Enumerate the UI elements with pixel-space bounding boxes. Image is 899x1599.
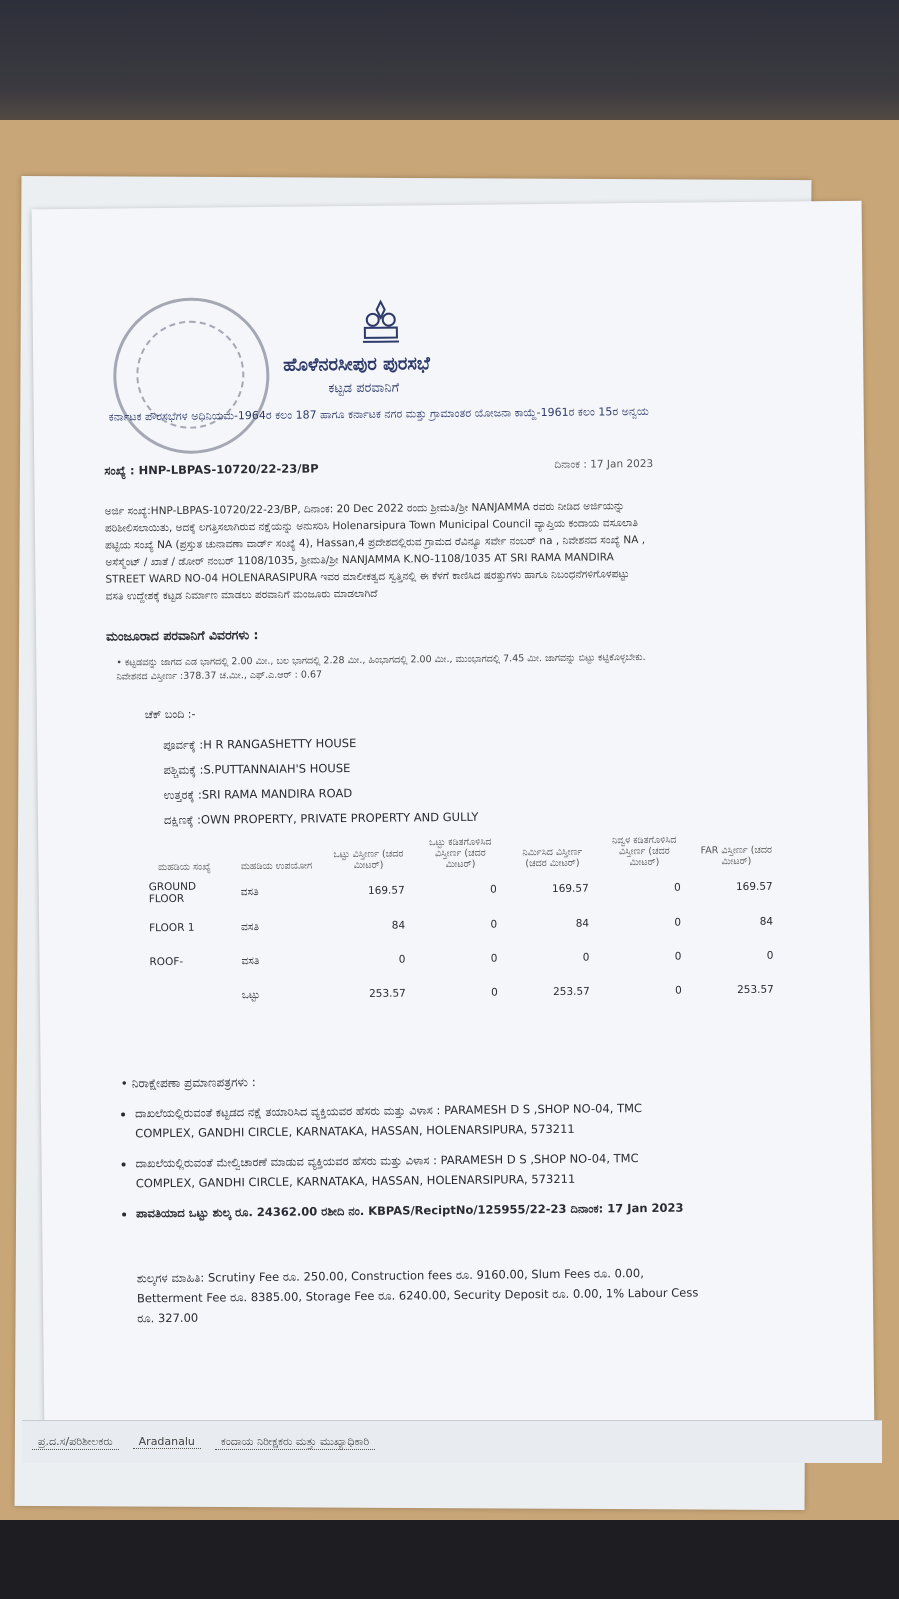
boundaries-list: [163, 730, 478, 833]
header-floor-use: ಮಹಡಿಯ ಉಪಯೋಗ: [240, 860, 313, 873]
header-floor-number: ಮಹಡಿಯ ಸಂಖ್ಯೆ: [158, 861, 211, 874]
header-total-deduction: ಒಟ್ಟು ಕಡಿತಗೊಳಿಸಿದ ವಿಸ್ತೀರ್ಣ (ಚದರ ಮೀಟರ್): [428, 836, 492, 871]
signature-field-1: ಪ್ರ.ದ.ಸ/ಪರಿಶೀಲಕರು: [32, 1435, 119, 1450]
header-built-area: ನಿರ್ಮಿಸಿದ ವಿಸ್ತೀರ್ಣ (ಚದರ ಮೀಟರ್): [522, 846, 583, 870]
certificates-heading-text: ನಿರಾಕ್ಷೇಪಣಾ ಪ್ರಮಾಣಪತ್ರಗಳು :: [131, 1075, 256, 1091]
value-cell: 0: [398, 953, 406, 966]
use-cell: ವಸತಿ: [241, 954, 260, 967]
signature-field-2: Aradanalu: [133, 1435, 201, 1449]
value-cell: 84: [759, 915, 774, 928]
value-cell: 0: [674, 950, 682, 963]
use-cell: ವಸತಿ: [240, 885, 259, 898]
floor-cell: FLOOR 1: [149, 921, 195, 935]
value-cell: 0: [490, 952, 498, 965]
total-cell: 0: [491, 986, 498, 999]
setback-text: ಕಟ್ಟಡವನ್ನು ಜಾಗದ ಎಡ ಭಾಗದಲ್ಲಿ 2.00 ಮೀ., ಬಲ ಭಾಗದಲ್ಲಿ 2.28 ಮೀ., ಹಿಂಭಾಗದಲ್ಲಿ 2.00 ಮೀ., ಮುಂಭಾಗದಲ್ಲಿ 7.45 ಮೀ. ಜಾಗವನ್ನು ಬಿಟ್ಟು ಕಟ್ಟಿಕೊಳ್ಳಬೇಕು.: [124, 651, 646, 669]
value-cell: 0: [489, 883, 497, 896]
municipal-seal-stamp: [113, 297, 271, 455]
act-reference: ಕರ್ನಾಟಕ ಪೌರಸಭೆಗಳ ಅಧಿನಿಯಮ-1964ರ ಕಲಂ 187 ಹಾಗೂ ಕರ್ನಾಟಕ ನಗರ ಮತ್ತು ಗ್ರಾಮಾಂತರ ಯೋಜನಾ ಕಾಯ್ದೆ-1961ರ ಕಲಂ 15ರ ಅನ್ವಯ: [108, 404, 649, 424]
issue-date: ದಿನಾಂಕ : 17 Jan 2023: [554, 457, 654, 471]
signature-field-3: ಕಂದಾಯ ನಿರೀಕ್ಷಕರು ಮತ್ತು ಮುಖ್ಯಾಧಿಕಾರಿ: [215, 1435, 375, 1450]
floor-cell: ROOF-: [149, 955, 184, 969]
floor-cell: GROUND FLOOR: [148, 880, 197, 906]
reference-number: ಸಂಖ್ಯೆ : HNP-LBPAS-10720/22-23/BP: [104, 461, 319, 478]
east-boundary: ಪೂರ್ವಕ್ಕೆ :H R RANGASHETTY HOUSE: [163, 736, 357, 753]
permit-document: [32, 201, 875, 1440]
header-total-area: ಒಟ್ಟು ವಿಸ್ತೀರ್ಣ (ಚದರ ಮೀಟರ್): [333, 848, 404, 872]
payment-bullet: • ಪಾವತಿಯಾದ ಒಟ್ಟು ಶುಲ್ಕ ರೂ. 24362.00 ರಶೀದಿ ನಂ. KBPAS/ReciptNo/125955/22-23 ದಿನಾಂಕ: 17 Jan 2023: [136, 1197, 701, 1223]
site-area-text: ನಿವೇಶನದ ವಿಸ್ತೀರ್ಣ :378.37 ಚ.ಮೀ., ಎಫ್.ಎ.ಆರ್ : 0.67: [116, 669, 323, 683]
certificates-heading: • ನಿರಾಕ್ಷೇಪಣಾ ಪ್ರಮಾಣಪತ್ರಗಳು :: [120, 1075, 256, 1091]
use-cell: ವಸತಿ: [241, 920, 260, 933]
setback-details: • ಕಟ್ಟಡವನ್ನು ಜಾಗದ ಎಡ ಭಾಗದಲ್ಲಿ 2.00 ಮೀ., ಬಲ ಭಾಗದಲ್ಲಿ 2.28 ಮೀ., ಹಿಂಭಾಗದಲ್ಲಿ 2.00 ಮೀ., ಮುಂಭಾಗದಲ್ಲಿ 7.45 ಮೀ. ಜಾಗವನ್ನು ಬಿಟ್ಟು ಕಟ್ಟಿಕೊಳ್ಳಬೇಕು. ನಿವೇಶನದ ವಿಸ್ತೀರ್ಣ :378.37 ಚ.ಮೀ., ಎಫ್.ಎ.ಆರ್ : 0.67: [116, 651, 646, 683]
permit-subtitle: ಕಟ್ಟಡ ಪರವಾನಿಗೆ: [328, 380, 400, 397]
header-net-deduction: ನಿವ್ವಳ ಕಡಿತಗೊಳಿಸಿದ ವಿಸ್ತೀರ್ಣ (ಚದರ ಮೀಟರ್): [611, 834, 677, 869]
total-cell: 253.57: [736, 983, 774, 997]
fee-details: ಶುಲ್ಕಗಳ ಮಾಹಿತಿ: Scrutiny Fee ರೂ. 250.00, Construction fees ರೂ. 9160.00, Slum Fees ರೂ. 0.00, Betterment Fee ರೂ. 8385.00, Storage Fee ರೂ. 6240.00, Security Deposit ರೂ. 0.00, 1% Labour Cess ರೂ. 327.00: [136, 1266, 699, 1326]
value-cell: 0: [766, 949, 774, 962]
value-cell: 0: [582, 951, 590, 964]
floor-area-table: [138, 832, 784, 1014]
value-cell: 169.57: [735, 880, 773, 894]
value-cell: 0: [674, 916, 682, 929]
value-cell: 169.57: [551, 882, 589, 895]
signature-strip: [22, 1420, 882, 1463]
application-paragraph: ಅರ್ಜಿ ಸಂಖ್ಯೆ:HNP-LBPAS-10720/22-23/BP, ದಿನಾಂಕ: 20 Dec 2022 ರಂದು ಶ್ರೀಮತಿ/ಶ್ರೀ NANJAMMA ರವರು ನೀಡಿದ ಅರ್ಜಿಯನ್ನು ಪರಿಶೀಲಿಸಲಾಯಿತು, ಅದಕ್ಕೆ ಲಗತ್ತಿಸಲಾಗಿರುವ ನಕ್ಷೆಯನ್ನು ಅನುಸರಿಸಿ Holenarsipura Town Municipal Council ವ್ಯಾಪ್ತಿಯ ಕಂದಾಯ ವಸೂಲಾತಿ ಪಟ್ಟಿಯ ಸಂಖ್ಯೆ NA (ಪ್ರಸ್ತುತ ಚುನಾವಣಾ ವಾರ್ಡ್ ಸಂಖ್ಯೆ 4), Hassan,4 ಪ್ರದೇಶದಲ್ಲಿರುವ ಗ್ರಾಮದ ರೆವಿನ್ಯೂ ಸರ್ವೇ ನಂಬರ್ na , ನಿವೇಶನದ ಸಂಖ್ಯೆ NA , ಅಸೆಸ್ಮೆಂಟ್ / ಖಾತೆ / ಡೋರ್ ನಂಬರ್ 1108/1035, ಶ್ರೀಮತಿ/ಶ್ರೀ NANJAMMA K.NO-1108/1035 AT SRI RAMA MANDIRA STREET WARD NO-04 HOLENARASIPURA ಇವರ ಮಾಲೀಕತ್ವದ ಸ್ವತ್ತಿನಲ್ಲಿ ಈ ಕೆಳಗೆ ಕಾಣಿಸಿದ ಷರತ್ತುಗಳು ಹಾಗೂ ನಿಬಂಧನೆಗಳಿಗೊಳಪಟ್ಟು ವಸತಿ ಉದ್ದೇಶಕ್ಕೆ ಕಟ್ಟಡ ನಿರ್ಮಾಣ ಮಾಡಲು ಪರವಾನಿಗೆ ಮಂಜೂರು ಮಾಡಲಾಗಿದೆ: [104, 500, 646, 603]
west-boundary: ಪಶ್ಚಿಮಕ್ಕೆ :S.PUTTANNAIAH'S HOUSE: [163, 761, 351, 778]
table-total-row: [140, 973, 784, 1014]
value-cell: 169.57: [367, 884, 405, 897]
supervisor-bullet: • ದಾಖಲೆಯಲ್ಲಿರುವಂತೆ ಮೇಲ್ವಿಚಾರಣೆ ಮಾಡುವ ವ್ಯಕ್ತಿಯವರ ಹೆಸರು ಮತ್ತು ವಿಳಾಸ : PARAMESH D S ,SHOP NO-04, TMC COMPLEX, GANDHI CIRCLE, KARNATAKA, HASSAN, HOLENARSIPURA, 573211: [135, 1147, 700, 1193]
value-cell: 84: [391, 919, 406, 932]
background-bottom: [0, 1520, 899, 1599]
value-cell: 0: [673, 881, 681, 894]
south-boundary: ದಕ್ಷಿಣಕ್ಕೆ :OWN PROPERTY, PRIVATE PROPERTY AND GULLY: [163, 809, 479, 828]
total-cell: 0: [675, 984, 682, 997]
total-cell: 253.57: [552, 985, 590, 998]
floor-cell: [140, 978, 232, 1013]
header-far-area: FAR ವಿಸ್ತೀರ್ಣ (ಚದರ ಮೀಟರ್): [700, 844, 773, 868]
details-bullet-list: [121, 1097, 701, 1233]
designer-bullet: • ದಾಖಲೆಯಲ್ಲಿರುವಂತೆ ಕಟ್ಟಡದ ನಕ್ಷೆ ತಯಾರಿಸಿದ ವ್ಯಕ್ತಿಯವರ ಹೆಸರು ಮತ್ತು ವಿಳಾಸ : PARAMESH D S ,SHOP NO-04, TMC COMPLEX, GANDHI CIRCLE, KARNATAKA, HASSAN, HOLENARSIPURA, 573211: [135, 1097, 700, 1143]
value-cell: 84: [575, 917, 590, 930]
approval-heading: ಮಂಜೂರಾದ ಪರವಾನಿಗೆ ವಿವರಗಳು :: [105, 627, 259, 644]
check-bandi-label: ಚೆಕ್ ಬಂದಿ :-: [144, 707, 196, 722]
total-label-cell: ಒಟ್ಟು: [241, 988, 260, 1001]
total-cell: 253.57: [369, 987, 406, 1000]
north-boundary: ಉತ್ತರಕ್ಕೆ :SRI RAMA MANDIRA ROAD: [163, 786, 353, 803]
state-emblem-icon: [355, 297, 408, 348]
municipality-title: ಹೊಳೆನರಸೀಪುರ ಪುರಸಭೆ: [283, 353, 430, 376]
value-cell: 0: [490, 918, 498, 931]
